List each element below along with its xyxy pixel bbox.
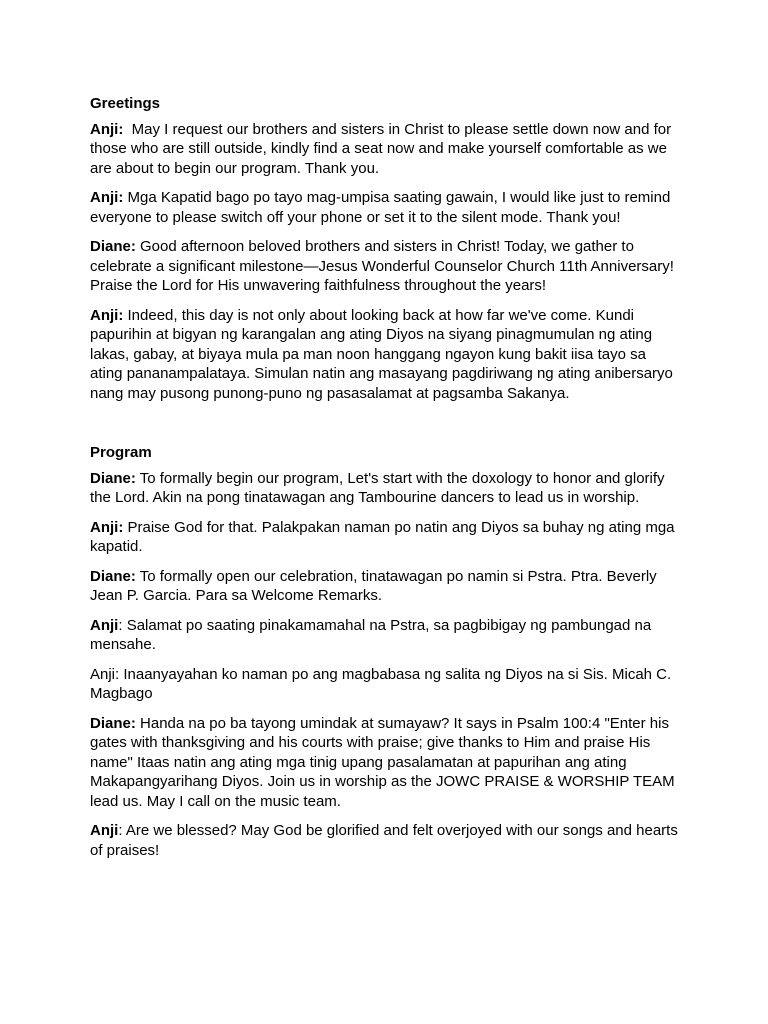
section-spacer (90, 413, 680, 443)
dialogue-line (90, 120, 680, 179)
speaker-name: Anji: (90, 189, 124, 206)
speaker-name: Anji: (90, 306, 124, 324)
speaker-name: Anji: (90, 120, 124, 138)
dialogue-line (90, 567, 680, 606)
dialogue-text: Good afternoon beloved brothers and sisters in Christ! Today, we gather to celebrate a significant milestone—Jesus Wonderful Counselor Church 11th Anniversary! Praise the Lord for His unwavering faithfulness throughout the years! (90, 238, 674, 294)
speaker-name: Diane: (90, 238, 136, 255)
dialogue-text: To formally open our celebration, tinatawagan po namin si Pstra. Ptra. Beverly Jean P. Garcia. Para sa Welcome Remarks. (90, 567, 657, 604)
dialogue-text: Praise God for that. Palakpakan naman po natin ang Diyos sa buhay ng ating mga kapatid. (90, 518, 675, 555)
dialogue-line (90, 821, 680, 860)
speaker-name: Diane: (90, 714, 136, 732)
speaker-separator: : (118, 616, 127, 634)
dialogue-line (90, 469, 680, 508)
dialogue-line (90, 665, 680, 704)
dialogue-line (90, 518, 680, 557)
speaker-name: Diane: (90, 567, 136, 585)
dialogue-text: Salamat po saating pinakamamahal na Pstra, sa pagbibigay ng pambungad na mensahe. (90, 616, 652, 653)
dialogue-text: Anji: Inaanyayahan ko naman po ang magbabasa ng salita ng Diyos na si Sis. Micah C. Magbago (90, 665, 672, 702)
speaker-name: Anji (90, 616, 119, 634)
dialogue-text: To formally begin our program, Let's start with the doxology to honor and glorify the Lord. Akin na pong tinatawagan ang Tambourine dancers to lead us in worship. (90, 469, 665, 506)
speaker-name: Anji (90, 822, 119, 839)
dialogue-line (90, 714, 680, 812)
dialogue-text: Indeed, this day is not only about looking back at how far we've come. Kundi papurihin at bigyan ng karangalan ang ating Diyos na siyang pinagmumulan ng ating lakas, gabay, at biyaya mula pa man noon hanggang ngayon kung bakit iisa tayo sa ating pananampalataya. Simulan natin ang masayang pagdiriwang ng ating anibersaryo nang may pusong punong-puno ng pasasalamat at pagsamba Sakanya. (90, 306, 673, 402)
speaker-name: Anji: (90, 518, 124, 536)
speaker-separator: : (118, 822, 126, 839)
speaker-separator (123, 121, 131, 138)
section-heading: Program (90, 444, 152, 461)
dialogue-line (90, 616, 680, 655)
program-section (90, 443, 680, 860)
dialogue-text: May I request our brothers and sisters in Christ to please settle down now and for those who are still outside, kindly find a seat now and make yourself comfortable as we are about to begin our program. Thank you. (90, 120, 672, 177)
dialogue-line (90, 237, 680, 296)
section-heading: Greetings (90, 95, 161, 112)
speaker-name: Diane: (90, 469, 136, 487)
dialogue-text: Handa na po ba tayong umindak at sumayaw? It says in Psalm 100:4 "Enter his gates with thanksgiving and his courts with praise; give thanks to Him and praise His name" Itaas natin ang ating mga tinig upang pasalamatan at papurihan ang ating Makapangyarihang Diyos. Join us in worship as the JOWC PRAISE & WORSHIP TEAM lead us. May I call on the music team. (90, 714, 675, 810)
dialogue-line (90, 188, 680, 227)
dialogue-line (90, 306, 680, 404)
dialogue-text: Are we blessed? May God be glorified and felt overjoyed with our songs and hearts of praises! (90, 822, 678, 859)
dialogue-text: Mga Kapatid bago po tayo mag-umpisa saating gawain, I would like just to remind everyone to please switch off your phone or set it to the silent mode. Thank you! (90, 189, 671, 226)
greetings-section (90, 94, 680, 403)
